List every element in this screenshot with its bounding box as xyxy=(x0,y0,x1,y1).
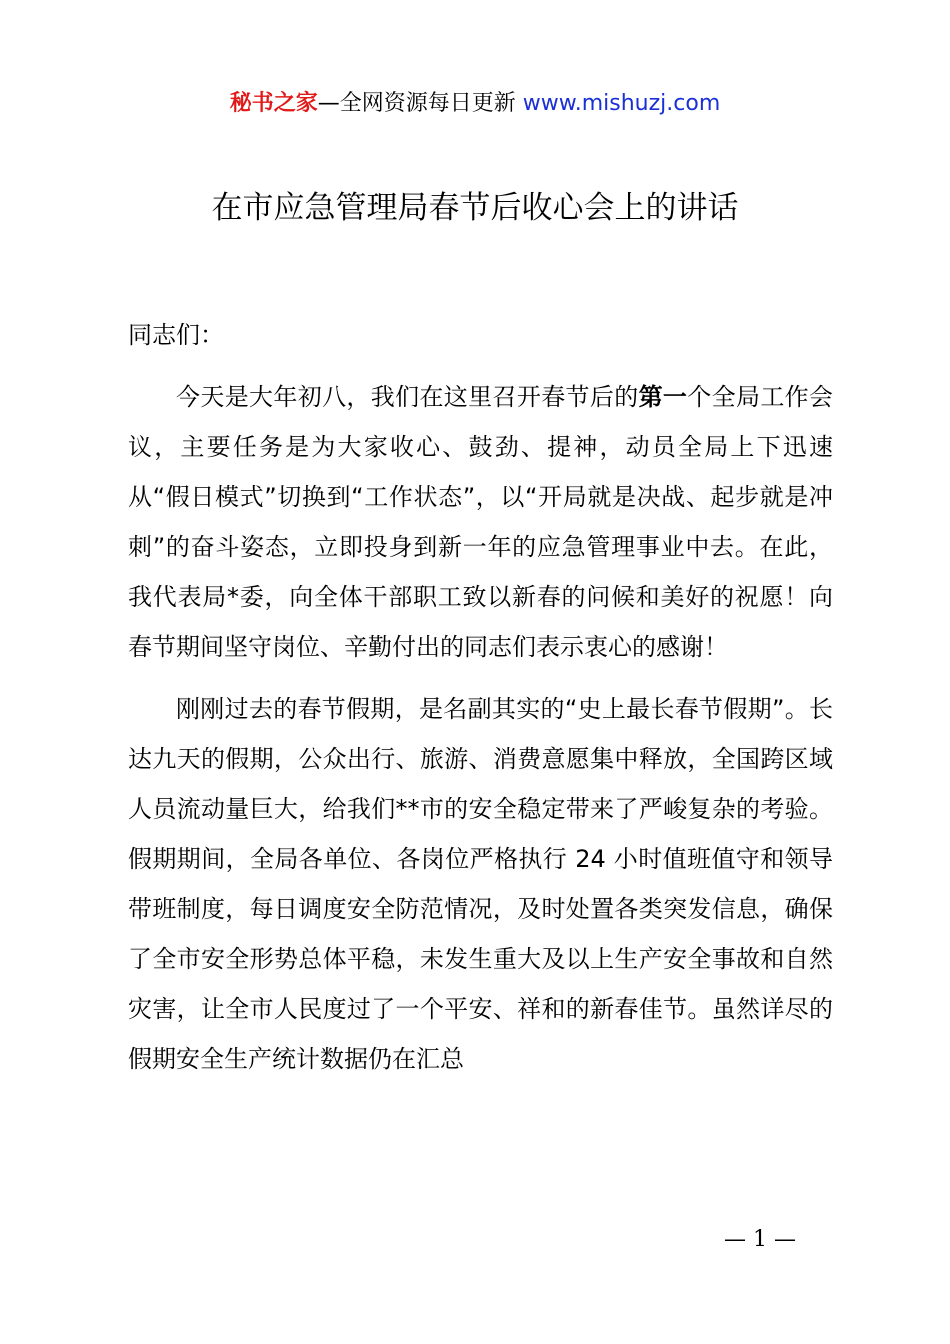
site-link[interactable]: www.mishuzj.com xyxy=(522,91,721,116)
paragraph-2: 刚刚过去的春节假期，是名副其实的“史上最长春节假期”。长达九天的假期，公众出行、旅游、消费意愿集中释放，全国跨区域人员流动量巨大，给我们**市的安全稳定带来了严峻复杂的考验。假期期间，全局各单位、各岗位严格执行 24 小时值班值守和领导带班制度，每日调度安全防范情况，及时处置各类突发信息，确保了全市安全形势总体平稳，未发生重大及以上生产安全事故和自然灾害，让全市人民度过了一个平安、祥和的新春佳节。虽然详尽的假期安全生产统计数据仍在汇总 xyxy=(128,695,833,1073)
paragraph-1-bold: 第一 xyxy=(638,383,688,411)
document-title: 在市应急管理局春节后收心会上的讲话 xyxy=(211,190,739,226)
brand-name: 秘书之家 xyxy=(229,91,318,116)
page-number: — 1 — xyxy=(724,1227,796,1252)
paragraph-1-after: 个全局工作会议，主要任务是为大家收心、鼓劲、提神，动员全局上下迅速从“假日模式”切换到“工作状态”，以“开局就是决战、起步就是冲刺”的奋斗姿态，立即投身到新一年的应急管理事业中去。在此，我代表局*委，向全体干部职工致以新春的问候和美好的祝愿！向春节期间坚守岗位、辛勤付出的同志们表示衷心的感谢！ xyxy=(128,383,834,661)
greeting: 同志们： xyxy=(128,321,224,349)
paragraph-1 xyxy=(128,372,833,672)
header-tagline: —全网资源每日更新 xyxy=(317,91,523,116)
document-body xyxy=(128,310,833,1096)
paragraph-1-before: 今天是大年初八，我们在这里召开春节后的 xyxy=(176,383,639,411)
site-header xyxy=(0,86,950,122)
